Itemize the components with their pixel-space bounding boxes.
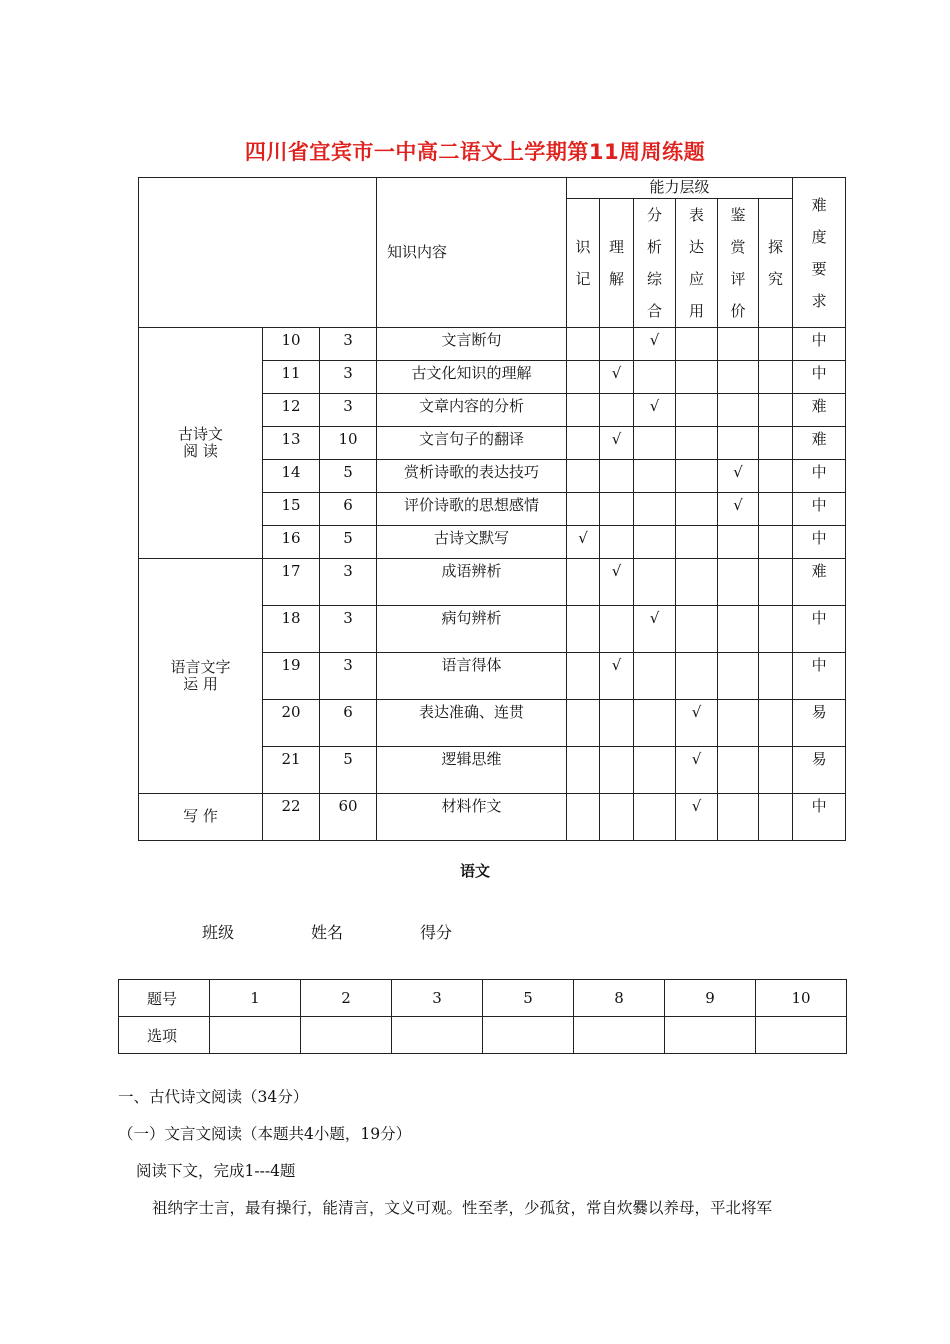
level-header-5 bbox=[759, 199, 793, 328]
level-cell bbox=[759, 747, 793, 794]
check-mark: √ bbox=[611, 430, 622, 448]
level-cell bbox=[676, 460, 718, 493]
question-number-cell: 2 bbox=[301, 980, 392, 1017]
score-cell: 6 bbox=[320, 700, 377, 747]
level-cell bbox=[634, 653, 676, 700]
content-cell: 古诗文默写 bbox=[377, 526, 567, 559]
check-mark: √ bbox=[649, 609, 660, 627]
difficulty-cell: 中 bbox=[793, 794, 846, 841]
level-label: 理 解 bbox=[609, 238, 625, 288]
level-cell bbox=[600, 427, 634, 460]
level-cell bbox=[676, 493, 718, 526]
level-cell bbox=[567, 747, 600, 794]
table-row bbox=[139, 794, 846, 841]
level-cell bbox=[759, 653, 793, 700]
header-ability: 能力层级 bbox=[567, 178, 793, 199]
difficulty-cell: 中 bbox=[793, 653, 846, 700]
level-cell bbox=[634, 526, 676, 559]
check-mark: √ bbox=[691, 750, 702, 768]
level-cell bbox=[759, 700, 793, 747]
question-number-cell: 9 bbox=[665, 980, 756, 1017]
difficulty-cell: 难 bbox=[793, 559, 846, 606]
level-cell bbox=[600, 526, 634, 559]
level-cell bbox=[634, 460, 676, 493]
header-knowledge: 知识内容 bbox=[377, 178, 567, 328]
content-cell: 材料作文 bbox=[377, 794, 567, 841]
level-cell bbox=[676, 526, 718, 559]
answer-table bbox=[118, 979, 847, 1054]
level-cell bbox=[676, 653, 718, 700]
difficulty-cell: 难 bbox=[793, 427, 846, 460]
question-number-cell: 16 bbox=[263, 526, 320, 559]
difficulty-cell: 中 bbox=[793, 606, 846, 653]
question-number-cell: 17 bbox=[263, 559, 320, 606]
question-number-cell: 20 bbox=[263, 700, 320, 747]
level-cell bbox=[718, 394, 759, 427]
score-cell: 5 bbox=[320, 526, 377, 559]
level-header-0 bbox=[567, 199, 600, 328]
level-cell bbox=[718, 526, 759, 559]
passage-text: 祖纳字士言，最有操行，能清言，文义可观。性至孝，少孤贫，常自炊爨以养母，平北将军 bbox=[152, 1199, 773, 1217]
category-cell: 语言文字 运 用 bbox=[139, 559, 263, 794]
level-cell bbox=[567, 653, 600, 700]
score-cell: 10 bbox=[320, 427, 377, 460]
content-cell: 文章内容的分析 bbox=[377, 394, 567, 427]
table-row bbox=[139, 328, 846, 361]
level-cell bbox=[567, 794, 600, 841]
level-cell bbox=[600, 700, 634, 747]
level-cell bbox=[600, 394, 634, 427]
level-cell bbox=[567, 361, 600, 394]
content-cell: 文言断句 bbox=[377, 328, 567, 361]
content-cell: 古文化知识的理解 bbox=[377, 361, 567, 394]
check-mark: √ bbox=[611, 656, 622, 674]
page-title: 四川省宜宾市一中高二语文上学期第11周周练题 bbox=[244, 140, 706, 164]
content-cell: 逻辑思维 bbox=[377, 747, 567, 794]
answer-input-cell[interactable] bbox=[756, 1017, 847, 1054]
level-cell bbox=[676, 606, 718, 653]
level-cell bbox=[718, 328, 759, 361]
level-cell bbox=[567, 526, 600, 559]
check-mark: √ bbox=[611, 364, 622, 382]
level-cell bbox=[567, 559, 600, 606]
level-label: 表 达 应 用 bbox=[689, 206, 705, 320]
level-cell bbox=[759, 427, 793, 460]
check-mark: √ bbox=[649, 397, 660, 415]
check-mark: √ bbox=[649, 331, 660, 349]
level-cell bbox=[600, 606, 634, 653]
reading-instruction: 阅读下文，完成1---4题 bbox=[136, 1162, 296, 1180]
level-cell bbox=[718, 361, 759, 394]
difficulty-cell: 中 bbox=[793, 526, 846, 559]
level-cell bbox=[676, 559, 718, 606]
check-mark: √ bbox=[578, 529, 588, 547]
difficulty-cell: 易 bbox=[793, 747, 846, 794]
level-label: 分 析 综 合 bbox=[647, 206, 663, 320]
level-cell bbox=[676, 700, 718, 747]
score-cell: 3 bbox=[320, 394, 377, 427]
answer-input-cell[interactable] bbox=[392, 1017, 483, 1054]
level-cell bbox=[759, 361, 793, 394]
level-cell bbox=[676, 361, 718, 394]
level-cell bbox=[676, 328, 718, 361]
content-cell: 病句辨析 bbox=[377, 606, 567, 653]
question-number-cell: 22 bbox=[263, 794, 320, 841]
level-cell bbox=[676, 747, 718, 794]
section-heading: （一）文言文阅读（本题共4小题，19分） bbox=[118, 1125, 412, 1143]
level-label: 鉴 赏 评 价 bbox=[730, 206, 746, 320]
level-cell bbox=[600, 328, 634, 361]
level-cell bbox=[634, 559, 676, 606]
level-cell bbox=[567, 394, 600, 427]
question-number-cell: 8 bbox=[574, 980, 665, 1017]
level-cell bbox=[634, 427, 676, 460]
difficulty-label: 难 度 要 求 bbox=[811, 195, 827, 310]
level-cell bbox=[718, 427, 759, 460]
name-label: 姓名 bbox=[311, 923, 344, 942]
score-cell: 6 bbox=[320, 493, 377, 526]
level-cell bbox=[718, 559, 759, 606]
level-cell bbox=[718, 460, 759, 493]
header-blank bbox=[139, 178, 377, 328]
difficulty-cell: 中 bbox=[793, 493, 846, 526]
level-cell bbox=[634, 794, 676, 841]
level-header-4 bbox=[718, 199, 759, 328]
level-cell bbox=[759, 794, 793, 841]
level-cell bbox=[718, 653, 759, 700]
level-header-1 bbox=[600, 199, 634, 328]
content-cell: 语言得体 bbox=[377, 653, 567, 700]
question-number-cell: 10 bbox=[263, 328, 320, 361]
question-number-cell: 14 bbox=[263, 460, 320, 493]
subject-heading: 语文 bbox=[459, 862, 490, 880]
level-cell bbox=[567, 427, 600, 460]
level-cell bbox=[676, 394, 718, 427]
score-cell: 60 bbox=[320, 794, 377, 841]
difficulty-cell: 中 bbox=[793, 460, 846, 493]
question-number-cell: 1 bbox=[210, 980, 301, 1017]
check-mark: √ bbox=[611, 562, 622, 580]
difficulty-cell: 中 bbox=[793, 361, 846, 394]
part-heading: 一、古代诗文阅读（34分） bbox=[118, 1088, 309, 1106]
question-number-cell: 18 bbox=[263, 606, 320, 653]
answer-input-cell[interactable] bbox=[210, 1017, 301, 1054]
level-cell bbox=[600, 559, 634, 606]
content-cell: 文言句子的翻译 bbox=[377, 427, 567, 460]
score-cell: 5 bbox=[320, 460, 377, 493]
answer-input-cell[interactable] bbox=[665, 1017, 756, 1054]
content-cell: 表达准确、连贯 bbox=[377, 700, 567, 747]
question-number-cell: 12 bbox=[263, 394, 320, 427]
category-cell: 写 作 bbox=[139, 794, 263, 841]
level-cell bbox=[567, 493, 600, 526]
level-cell bbox=[718, 794, 759, 841]
answer-input-cell[interactable] bbox=[574, 1017, 665, 1054]
level-cell bbox=[600, 460, 634, 493]
check-mark: √ bbox=[733, 496, 743, 514]
level-cell bbox=[634, 328, 676, 361]
score-cell: 3 bbox=[320, 606, 377, 653]
level-cell bbox=[718, 747, 759, 794]
level-cell bbox=[759, 394, 793, 427]
level-cell bbox=[718, 700, 759, 747]
level-cell bbox=[634, 747, 676, 794]
level-cell bbox=[676, 794, 718, 841]
difficulty-cell: 中 bbox=[793, 328, 846, 361]
level-cell bbox=[600, 653, 634, 700]
question-number-cell: 10 bbox=[756, 980, 847, 1017]
question-number-label: 题号 bbox=[119, 980, 210, 1017]
header-difficulty bbox=[793, 178, 846, 328]
difficulty-cell: 难 bbox=[793, 394, 846, 427]
level-cell bbox=[759, 526, 793, 559]
level-cell bbox=[567, 328, 600, 361]
level-cell bbox=[600, 794, 634, 841]
class-label: 班级 bbox=[202, 923, 235, 942]
level-cell bbox=[676, 427, 718, 460]
level-cell bbox=[759, 606, 793, 653]
question-number-cell: 15 bbox=[263, 493, 320, 526]
level-cell bbox=[634, 361, 676, 394]
check-mark: √ bbox=[691, 797, 702, 815]
level-header-3 bbox=[676, 199, 718, 328]
level-cell bbox=[759, 559, 793, 606]
level-cell bbox=[600, 361, 634, 394]
question-number-cell: 11 bbox=[263, 361, 320, 394]
score-label: 得分 bbox=[420, 923, 453, 942]
level-cell bbox=[634, 493, 676, 526]
level-cell bbox=[634, 394, 676, 427]
content-cell: 评价诗歌的思想感情 bbox=[377, 493, 567, 526]
score-cell: 5 bbox=[320, 747, 377, 794]
question-number-cell: 19 bbox=[263, 653, 320, 700]
answer-input-cell[interactable] bbox=[301, 1017, 392, 1054]
level-cell bbox=[600, 747, 634, 794]
answer-input-cell[interactable] bbox=[483, 1017, 574, 1054]
level-cell bbox=[567, 700, 600, 747]
question-number-cell: 3 bbox=[392, 980, 483, 1017]
content-cell: 成语辨析 bbox=[377, 559, 567, 606]
score-cell: 3 bbox=[320, 653, 377, 700]
check-mark: √ bbox=[691, 703, 702, 721]
level-cell bbox=[634, 606, 676, 653]
level-cell bbox=[718, 493, 759, 526]
level-cell bbox=[600, 493, 634, 526]
table-row bbox=[139, 559, 846, 606]
check-mark: √ bbox=[733, 463, 743, 481]
level-header-2 bbox=[634, 199, 676, 328]
level-label: 识 记 bbox=[575, 238, 591, 288]
level-cell bbox=[567, 460, 600, 493]
category-cell: 古诗文 阅 读 bbox=[139, 328, 263, 559]
level-label: 探 究 bbox=[768, 238, 784, 288]
question-number-cell: 21 bbox=[263, 747, 320, 794]
level-cell bbox=[567, 606, 600, 653]
score-cell: 3 bbox=[320, 361, 377, 394]
question-number-cell: 5 bbox=[483, 980, 574, 1017]
score-cell: 3 bbox=[320, 328, 377, 361]
level-cell bbox=[759, 493, 793, 526]
content-cell: 赏析诗歌的表达技巧 bbox=[377, 460, 567, 493]
difficulty-cell: 易 bbox=[793, 700, 846, 747]
score-cell: 3 bbox=[320, 559, 377, 606]
question-number-cell: 13 bbox=[263, 427, 320, 460]
option-label: 选项 bbox=[119, 1017, 210, 1054]
level-cell bbox=[759, 460, 793, 493]
level-cell bbox=[634, 700, 676, 747]
spec-table bbox=[138, 177, 846, 841]
level-cell bbox=[759, 328, 793, 361]
level-cell bbox=[718, 606, 759, 653]
